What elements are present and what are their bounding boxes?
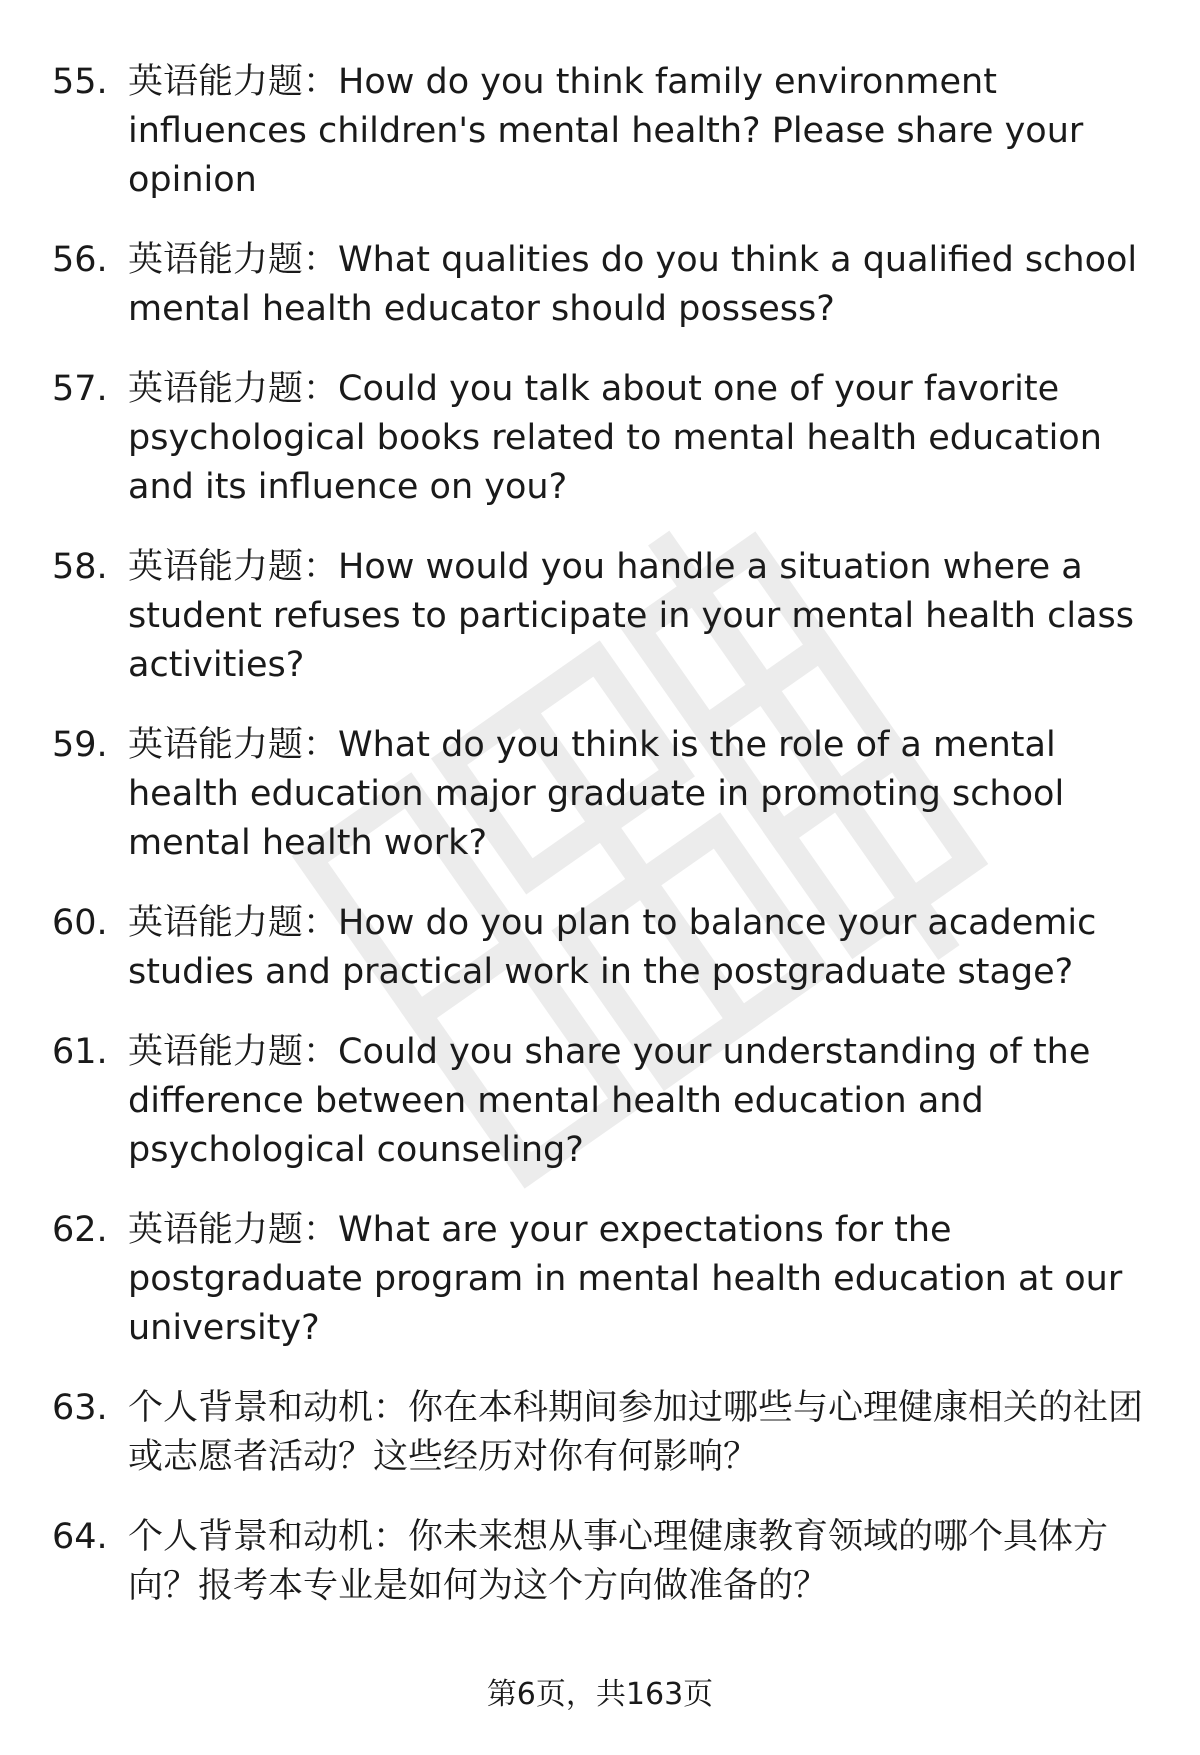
question-item bbox=[52, 365, 1152, 512]
question-number: 61. bbox=[52, 1032, 108, 1072]
question-text: 你未来想从事心理健康教育领域的哪个具体方向？报考本专业是如何为这个方向做准备的？ bbox=[128, 1517, 1109, 1606]
question-category: 个人背景和动机： bbox=[128, 1517, 409, 1557]
question-text: What qualities do you think a qualified school mental health educator should possess? bbox=[128, 240, 1138, 329]
question-body bbox=[128, 1384, 1152, 1482]
question-number: 56. bbox=[52, 240, 108, 280]
question-body bbox=[128, 1206, 1152, 1353]
question-category: 个人背景和动机： bbox=[128, 1388, 409, 1428]
question-item bbox=[52, 1206, 1152, 1353]
question-text: How would you handle a situation where a student refuses to participate in your mental health class activities? bbox=[128, 547, 1134, 685]
question-item bbox=[52, 899, 1152, 997]
question-text: What do you think is the role of a mental health education major graduate in promoting school mental health work? bbox=[128, 725, 1065, 863]
question-number: 60. bbox=[52, 903, 108, 943]
question-number: 59. bbox=[52, 725, 108, 765]
question-category: 英语能力题： bbox=[128, 547, 339, 587]
question-number: 58. bbox=[52, 547, 108, 587]
question-category: 英语能力题： bbox=[128, 1210, 339, 1250]
question-category: 英语能力题： bbox=[128, 62, 339, 102]
question-body bbox=[128, 236, 1152, 334]
question-number: 57. bbox=[52, 369, 108, 409]
question-number: 64. bbox=[52, 1517, 108, 1557]
question-number: 62. bbox=[52, 1210, 108, 1250]
question-item bbox=[52, 1028, 1152, 1175]
question-category: 英语能力题： bbox=[128, 240, 339, 280]
question-item bbox=[52, 236, 1152, 334]
question-body bbox=[128, 899, 1152, 997]
question-item bbox=[52, 721, 1152, 868]
question-category: 英语能力题： bbox=[128, 369, 339, 409]
question-body bbox=[128, 1028, 1152, 1175]
question-category: 英语能力题： bbox=[128, 903, 339, 943]
question-body bbox=[128, 721, 1152, 868]
question-item bbox=[52, 58, 1152, 205]
question-body bbox=[128, 543, 1152, 690]
question-number: 63. bbox=[52, 1388, 108, 1428]
question-text: Could you talk about one of your favorite psychological books related to mental health education and its influence on you? bbox=[128, 369, 1102, 507]
question-body bbox=[128, 365, 1152, 512]
question-text: What are your expectations for the postgraduate program in mental health education at our university? bbox=[128, 1210, 1123, 1348]
question-list bbox=[52, 58, 1152, 1642]
question-text: 你在本科期间参加过哪些与心理健康相关的社团或志愿者活动？这些经历对你有何影响？ bbox=[128, 1388, 1144, 1477]
question-item bbox=[52, 1513, 1152, 1611]
page-footer: 第6页，共163页 bbox=[486, 1677, 714, 1712]
question-body bbox=[128, 1513, 1152, 1611]
question-body bbox=[128, 58, 1152, 205]
question-text: Could you share your understanding of the difference between mental health education and psychological counseling? bbox=[128, 1032, 1091, 1170]
question-category: 英语能力题： bbox=[128, 725, 339, 765]
question-item bbox=[52, 1384, 1152, 1482]
question-category: 英语能力题： bbox=[128, 1032, 339, 1072]
question-item bbox=[52, 543, 1152, 690]
question-number: 55. bbox=[52, 62, 108, 102]
question-text: How do you plan to balance your academic studies and practical work in the postgraduate stage? bbox=[128, 903, 1097, 992]
question-text: How do you think family environment influences children's mental health? Please share your opinion bbox=[128, 62, 1084, 200]
